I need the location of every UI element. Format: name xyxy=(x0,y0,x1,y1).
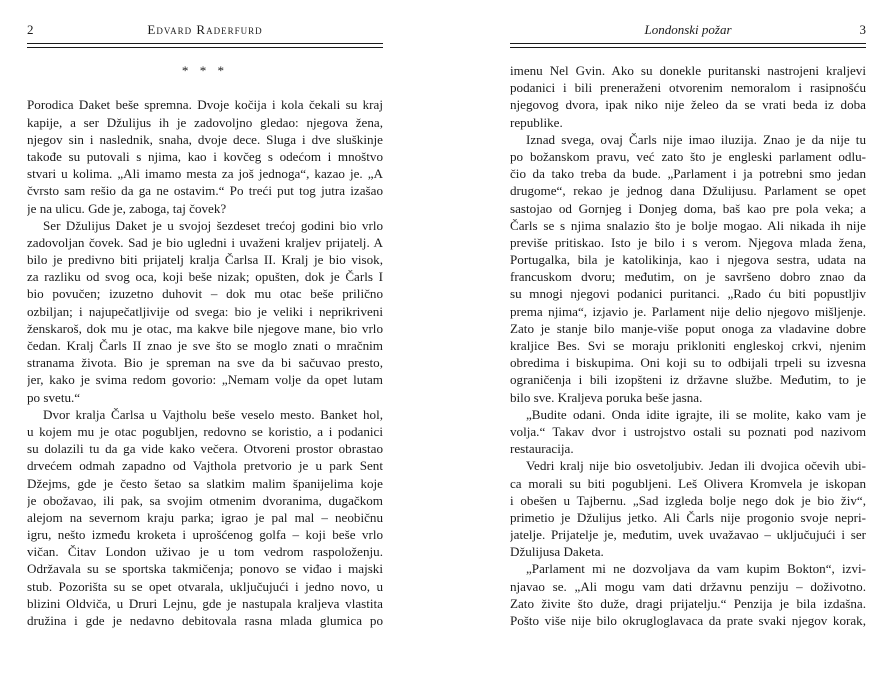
text-line: jer, kako je svima redom govorio: „Nemam volje da opet lutam xyxy=(27,372,383,388)
text-line: drvećem odmah zapadno od Vajthola pretvorio je u park Sent xyxy=(27,458,383,474)
text-line: stvari u kolima. „Ali imamo mesta za još jednoga“, kazao je. „A xyxy=(27,166,383,182)
text-line: blizini Oldviča, u Druri Lejnu, gde je nastupala kraljeva vlastita xyxy=(27,595,383,611)
text-line: jatelje. Prijatelje je, međutim, uvek uvažavao – uključujući i ser xyxy=(510,527,866,543)
text-line: Džulijusa Daketa. xyxy=(510,544,604,560)
text-line: ograničenja i bili izopšteni iz državne službe. Međutim, to je xyxy=(510,372,866,388)
text-line: ženskaroš, dok mu je otac, ma kakve bile njegove mane, bio vrlo xyxy=(27,320,383,336)
text-line: kraljice Bes. Svi se moraju prikloniti engleskoj crkvi, njenim xyxy=(510,338,866,353)
text-line: bilo je predivno biti prijatelj kralja Čarlsa II. Kralj je bio visok, xyxy=(27,252,383,268)
text-line: Zato živite što duže, dragi prijatelju.“ Penzija je bila izdašna. xyxy=(510,595,866,611)
text-line: obredima i biskupima. Oni koji su to odbijali trpeli su izvesna xyxy=(510,355,866,371)
text-line: je obožavao, ili pak, sa svojim otmenim dvoranima, dugačkom xyxy=(27,492,383,508)
book-title: Londonski požar xyxy=(644,22,732,37)
section-break: * * * xyxy=(181,63,229,78)
text-line: ca morali su biti pogubljeni. Leš Olivera Kromvela je iskopan xyxy=(510,475,866,491)
text-line: vičan. Čitav London uživao je u tom vedrom raspoloženju. xyxy=(27,544,383,560)
text-line: republike. xyxy=(510,114,563,130)
text-line: „Parlament mi ne dozvoljava da vam kupim Bokton“, izvi- xyxy=(526,561,866,577)
text-line: njegov sin i naslednik, snaha, dvoje dece. Sluga i dve sluškinje xyxy=(27,131,383,147)
text-line: po svetu.“ xyxy=(27,389,81,405)
text-line: igru, nešto između kroketa i uprošćenog golfa – koji beše vrlo xyxy=(27,527,383,543)
text-line: ozbiljan; i najupečatljivije od svega: bio je veliki i neprikriveni xyxy=(27,303,383,319)
text-line: Dvor kralja Čarlsa u Vajtholu beše veselo mesto. Banket hol, xyxy=(43,406,383,422)
text-line: po božanskom pravu, već zato što je engleski parlament odlu- xyxy=(510,148,866,164)
text-line: podanici i bili preneraženi otvorenim nemoralom i rasipnošću xyxy=(510,80,866,96)
text-line: prema njima“, izjavio je. Parlament nije delio njegovo mišljenje. xyxy=(510,303,866,319)
left-body-text xyxy=(27,62,383,629)
text-line: bilo sve. Kraljeva poruka beše jasna. xyxy=(510,389,703,405)
text-line: Porodica Daket beše spremna. Dvoje kočija i kola čekali su kraj xyxy=(27,97,383,113)
text-line: Portugalka, bila je katolikinja, kao i njegova sestra, udata na xyxy=(510,252,866,268)
text-line: alejom na severnom kraju parka; igrao je pal mal – neobičnu xyxy=(27,509,383,525)
left-header-rule xyxy=(27,43,383,48)
right-header-rule xyxy=(510,43,866,48)
text-line: Zato je stanje bilo manje-više poput onoga za vladavine dobre xyxy=(510,320,866,336)
text-line: „Budite odani. Onda idite igrajte, ili se molite, kako vam je xyxy=(526,406,866,422)
text-line: Čarls se s njima snalazio što je bolje mogao. Ali nikada ih nije xyxy=(510,217,866,233)
text-line: primetio je Džulijus jetko. Ali Čarls nije progonio svoje nepri- xyxy=(510,509,866,525)
text-line: sastojao od Gornjeg i Donjeg doma, baš kao pre pola veka; a xyxy=(510,200,866,216)
text-line: za razliku od svog oca, koji beše nizak; opušten, dok je Čarls I xyxy=(27,269,383,285)
right-running-head xyxy=(510,22,866,42)
text-line: drugome“, rekao je jednog dana Džulijusu. Parlament se opet xyxy=(510,183,866,199)
right-page-number: 3 xyxy=(859,22,866,37)
text-line: Pošto više nije bilo okrugloglavaca da prate svaki njegov korak, xyxy=(510,613,866,628)
text-line: njegovog dvora, ipak niko nije želeo da se vrati beda iz doba xyxy=(510,97,866,113)
text-line: je na ulicu. Gde je, zaboga, taj čovek? xyxy=(27,200,227,216)
author-name: Edvard Raderfurd xyxy=(147,22,263,37)
text-line: čvrsto sam rešio da ga ne ostavim.“ Po treći put tog jutra izašao xyxy=(27,183,383,199)
text-line: volja.“ Takav dvor i ustrojstvo ostali su poznati pod nazivom xyxy=(510,423,866,439)
text-line: čio da tako treba da bude. „Parlament i ja potrebni smo jedan xyxy=(510,166,866,182)
text-line: Vedri kralj nije bio osvetoljubiv. Jedan ili dvojica očevih ubi- xyxy=(526,458,866,474)
left-page-number: 2 xyxy=(27,22,34,37)
text-line: francuskom dvoru; međutim, on je savršeno dobro znao da xyxy=(510,269,866,285)
right-body-text xyxy=(510,62,866,629)
text-line: Ser Džulijus Daket je u svojoj šezdeset trećoj godini bio vrlo xyxy=(43,217,383,233)
text-line: imenu Nel Gvin. Ako su donekle puritanski nastrojeni kraljevi xyxy=(510,63,866,78)
right-lines xyxy=(510,62,866,629)
text-line: Džejms, gde je često šetao sa slatkim malim španijelima koje xyxy=(27,475,383,491)
left-running-head xyxy=(27,22,383,42)
text-line: u kojem mu je otac pogubljen, redovno se koristio, a i podanici xyxy=(27,423,383,439)
right-page xyxy=(510,0,866,700)
text-line: su mnogi njegovi podanici puritanci. „Rado ću biti popustljiv xyxy=(510,286,866,302)
spacer xyxy=(27,79,383,96)
text-line: kapije, a ser Džulijus ih je zadovoljno gledao: njegova žena, xyxy=(27,114,383,130)
text-line: i obešen u Tajbernu. „Sad izgleda bolje nego dok je bio živ“, xyxy=(510,492,866,508)
text-line: restauracija. xyxy=(510,441,574,457)
text-line: Održavala su se sportska takmičenja; ponovo se viđao i majski xyxy=(27,561,383,577)
left-page xyxy=(27,0,383,700)
left-lines xyxy=(27,96,383,629)
text-line: bio povučen; izuzetno duhovit – dok mu otac beše prilično xyxy=(27,286,383,302)
text-line: njavao se. „Ali mogu vam dati državnu penziju – doživotno. xyxy=(510,578,866,594)
text-line: Iznad svega, ovaj Čarls nije imao iluzija. Znao je da nije tu xyxy=(526,131,866,147)
text-line: stub. Pozorišta su se opet otvarala, uključujući i jedno novo, u xyxy=(27,578,383,594)
text-line: takođe su putovali s njima, kao i kovčeg s odećom i mnoštvo xyxy=(27,148,383,164)
text-line: čedan. Kralj Čarls II znao je sve što se moglo znati o mračnim xyxy=(27,338,383,353)
text-line: stranama života. Bio je spreman na sve da bi sačuvao presto, xyxy=(27,355,383,371)
text-line: družina i gde je nedavno debitovala rasna mlada glumica po xyxy=(27,613,383,628)
text-line: zadovoljan čovek. Sad je bio ugledni i uvaženi kraljev prijatelj. A xyxy=(27,234,383,250)
text-line: previše pritiskao. Isto je bilo i s verom. Njegova mlada žena, xyxy=(510,234,866,250)
text-line: su dolazili tu da ga vide kako večera. Otvoreni prostor obrastao xyxy=(27,441,383,457)
